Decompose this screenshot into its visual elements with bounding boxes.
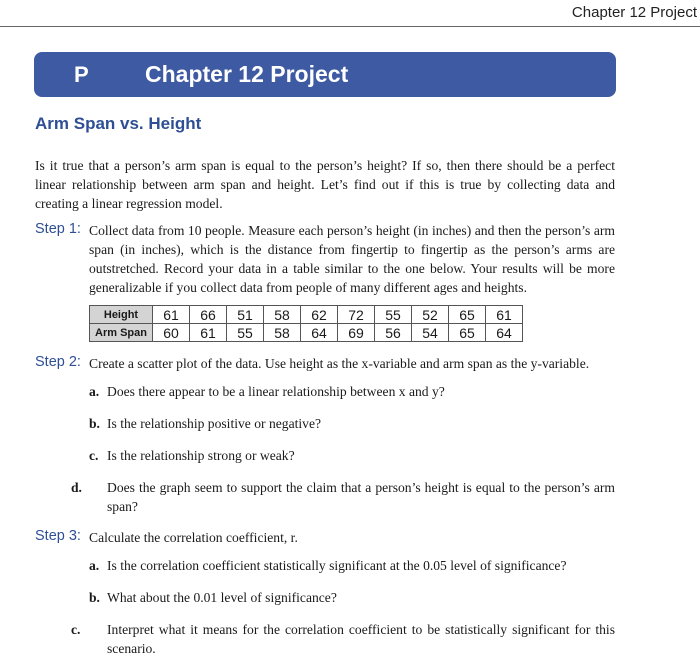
question-text: What about the 0.01 level of significance? — [107, 590, 337, 605]
table-cell: 69 — [338, 324, 375, 342]
question-text: Is the correlation coefficient statistically significant at the 0.05 level of significance? — [107, 558, 567, 573]
section-title: Arm Span vs. Height — [35, 114, 202, 133]
question-text: Does there appear to be a linear relationship between x and y? — [107, 384, 445, 399]
question-letter: c. — [71, 622, 81, 637]
step1-label: Step 1: — [35, 221, 81, 237]
question-text: Is the relationship positive or negative? — [107, 416, 322, 431]
question-letter: a. — [89, 384, 100, 399]
step2-question-d — [71, 478, 615, 516]
table-cell: 72 — [338, 306, 375, 324]
table-cell: 55 — [375, 306, 412, 324]
step2-question-c — [89, 446, 597, 465]
table-cell: 61 — [153, 306, 190, 324]
table-cell: 64 — [301, 324, 338, 342]
question-letter: a. — [89, 558, 100, 573]
question-text: Interpret what it means for the correlation coefficient to be statistically significant for this scenario. — [107, 622, 615, 656]
question-text: Is the relationship strong or weak? — [107, 448, 295, 463]
step3-text: Calculate the correlation coefficient, r. — [89, 530, 298, 545]
row-header-arm-span: Arm Span — [90, 324, 153, 342]
table-cell: 56 — [375, 324, 412, 342]
table-cell: 60 — [153, 324, 190, 342]
question-text: Does the graph seem to support the claim that a person’s height is equal to the person’s arm span? — [107, 480, 615, 514]
table-cell: 58 — [264, 324, 301, 342]
row-header-height: Height — [90, 306, 153, 324]
question-letter: d. — [71, 480, 82, 495]
banner-title: Chapter 12 Project — [145, 61, 349, 87]
table-cell: 62 — [301, 306, 338, 324]
chapter-banner — [34, 52, 616, 97]
step3-question-c — [71, 620, 615, 658]
question-letter: b. — [89, 590, 100, 605]
table-cell: 61 — [190, 324, 227, 342]
table-cell: 65 — [449, 324, 486, 342]
step2-text: Create a scatter plot of the data. Use height as the x-variable and arm span as the y-variable. — [89, 356, 590, 371]
banner-letter: P — [74, 62, 89, 87]
table-cell: 58 — [264, 306, 301, 324]
header-rule — [0, 26, 700, 27]
step1-text: Collect data from 10 people. Measure each person’s height (in inches) and then the person’s arm span (in inches), which is the distance from fingertip to fingertip as the person’s arms are outstretched. Record your data in a table similar to the one below. Your results will be more generalizable if you collect data from people of many different ages and heights. — [89, 223, 615, 295]
table-cell: 52 — [412, 306, 449, 324]
table-cell: 51 — [227, 306, 264, 324]
question-letter: b. — [89, 416, 100, 431]
step3-question-b — [89, 588, 597, 607]
step3-question-a — [89, 556, 597, 575]
step2-question-b — [89, 414, 597, 433]
table-cell: 64 — [486, 324, 523, 342]
table-cell: 66 — [190, 306, 227, 324]
table-cell: 65 — [449, 306, 486, 324]
table-row — [90, 306, 523, 324]
step2-question-a — [89, 382, 597, 401]
running-head: Chapter 12 Project — [571, 4, 697, 21]
question-letter: c. — [89, 448, 99, 463]
table-cell: 54 — [412, 324, 449, 342]
step2-label: Step 2: — [35, 354, 81, 370]
intro-paragraph: Is it true that a person’s arm span is equal to the person’s height? If so, then there should be a perfect linear relationship between arm span and height. Let’s find out if this is true by collecting data and creating a linear regression model. — [35, 158, 615, 211]
table-cell: 61 — [486, 306, 523, 324]
data-table — [89, 305, 523, 342]
table-row — [90, 324, 523, 342]
table-cell: 55 — [227, 324, 264, 342]
step3-label: Step 3: — [35, 528, 81, 544]
